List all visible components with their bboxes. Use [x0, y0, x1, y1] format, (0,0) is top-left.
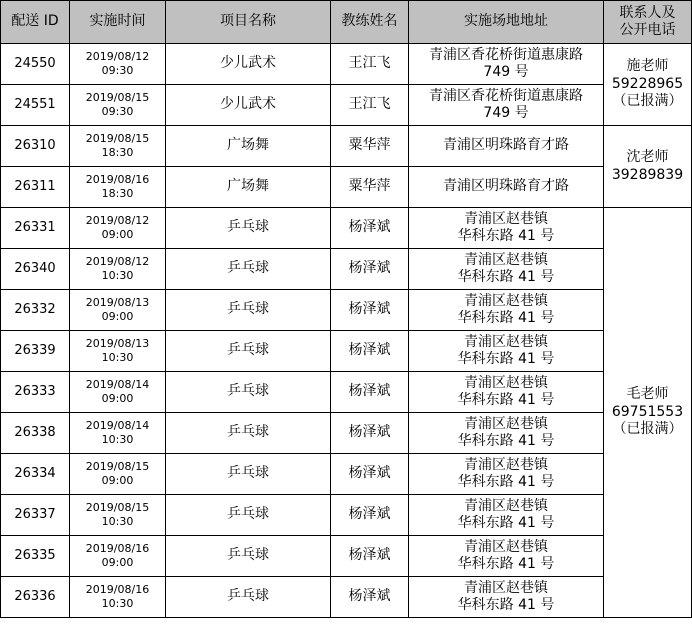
cell-address-line1: 青浦区赵巷镇 — [464, 210, 548, 227]
table-row — [1, 126, 692, 167]
table-row — [1, 495, 692, 536]
cell-project: 乒乓球 — [166, 577, 331, 618]
cell-project: 乒乓球 — [166, 454, 331, 495]
table-row — [1, 290, 692, 331]
cell-address-line1: 青浦区赵巷镇 — [464, 374, 548, 391]
cell-contact — [604, 126, 692, 208]
cell-address-line2: 华科东路 41 号 — [457, 597, 555, 613]
header-contact-line2: 公开电话 — [619, 22, 676, 38]
contact-note: （已报满） — [612, 93, 683, 110]
cell-address — [409, 536, 604, 577]
contact-phone: 59228965 — [611, 75, 684, 92]
cell-clock: 09:00 — [101, 310, 134, 323]
cell-date: 2019/08/15 — [85, 460, 150, 474]
cell-time — [70, 167, 166, 208]
cell-address — [409, 413, 604, 454]
cell-coach: 杨泽斌 — [331, 372, 409, 413]
cell-address — [409, 495, 604, 536]
cell-coach: 杨泽斌 — [331, 536, 409, 577]
cell-id: 26334 — [1, 454, 70, 495]
contact-name: 施老师 — [626, 58, 669, 75]
cell-time — [70, 126, 166, 167]
cell-date: 2019/08/12 — [85, 255, 150, 269]
cell-date: 2019/08/14 — [85, 378, 150, 392]
cell-clock: 09:30 — [101, 105, 134, 118]
cell-address-line1: 青浦区赵巷镇 — [464, 292, 548, 309]
cell-project: 少儿武术 — [166, 85, 331, 126]
cell-date: 2019/08/16 — [85, 583, 150, 597]
cell-address-line2: 华科东路 41 号 — [457, 351, 555, 367]
cell-address-line1: 青浦区香花桥街道惠康路 — [429, 46, 583, 63]
cell-address — [409, 331, 604, 372]
cell-clock: 09:00 — [101, 228, 134, 241]
cell-id: 26311 — [1, 167, 70, 208]
cell-time — [70, 290, 166, 331]
table-row — [1, 372, 692, 413]
cell-date: 2019/08/15 — [85, 132, 150, 146]
contact-note: （已报满） — [612, 421, 683, 438]
cell-address-line1: 青浦区赵巷镇 — [464, 415, 548, 432]
cell-project: 少儿武术 — [166, 44, 331, 85]
cell-coach: 杨泽斌 — [331, 290, 409, 331]
cell-coach: 杨泽斌 — [331, 577, 409, 618]
table-row — [1, 85, 692, 126]
cell-clock: 10:30 — [101, 269, 134, 282]
cell-project: 广场舞 — [166, 167, 331, 208]
header-coach: 教练姓名 — [331, 1, 409, 44]
cell-coach: 杨泽斌 — [331, 208, 409, 249]
cell-contact — [604, 44, 692, 126]
cell-id: 26340 — [1, 249, 70, 290]
contact-name: 沈老师 — [626, 149, 669, 165]
cell-id: 26333 — [1, 372, 70, 413]
cell-id: 26331 — [1, 208, 70, 249]
cell-id: 24551 — [1, 85, 70, 126]
cell-address-line1: 青浦区明珠路育才路 — [443, 178, 569, 195]
cell-address-line1: 青浦区赵巷镇 — [464, 497, 548, 514]
cell-project: 乒乓球 — [166, 208, 331, 249]
header-row — [1, 1, 692, 44]
cell-date: 2019/08/15 — [85, 501, 150, 515]
cell-address-line1: 青浦区赵巷镇 — [464, 579, 548, 596]
table-row — [1, 208, 692, 249]
cell-id: 26310 — [1, 126, 70, 167]
cell-address-line1: 青浦区赵巷镇 — [464, 456, 548, 473]
cell-address-line1: 青浦区明珠路育才路 — [443, 137, 569, 154]
cell-address-line2: 华科东路 41 号 — [457, 556, 555, 572]
table-row — [1, 249, 692, 290]
table-row — [1, 44, 692, 85]
cell-date: 2019/08/14 — [85, 419, 150, 433]
header-contact-line1: 联系人及 — [619, 4, 676, 21]
cell-date: 2019/08/12 — [85, 50, 150, 64]
cell-id: 26336 — [1, 577, 70, 618]
table-row — [1, 413, 692, 454]
cell-id: 26332 — [1, 290, 70, 331]
cell-address — [409, 249, 604, 290]
cell-clock: 10:30 — [101, 597, 134, 610]
cell-id: 26335 — [1, 536, 70, 577]
cell-address-line2: 华科东路 41 号 — [457, 392, 555, 408]
cell-date: 2019/08/15 — [85, 91, 150, 105]
cell-project: 乒乓球 — [166, 372, 331, 413]
cell-address-line1: 青浦区赵巷镇 — [464, 538, 548, 555]
cell-clock: 10:30 — [101, 515, 134, 528]
cell-address-line2: 749 号 — [483, 64, 529, 80]
cell-time — [70, 577, 166, 618]
cell-id: 26339 — [1, 331, 70, 372]
cell-project: 乒乓球 — [166, 495, 331, 536]
table-row — [1, 167, 692, 208]
cell-project: 乒乓球 — [166, 290, 331, 331]
cell-address-line1: 青浦区赵巷镇 — [464, 333, 548, 350]
cell-clock: 18:30 — [101, 146, 134, 159]
cell-address — [409, 290, 604, 331]
header-id: 配送 ID — [1, 1, 70, 44]
table-row — [1, 536, 692, 577]
cell-time — [70, 249, 166, 290]
cell-address — [409, 126, 604, 167]
cell-time — [70, 495, 166, 536]
cell-time — [70, 331, 166, 372]
cell-project: 乒乓球 — [166, 536, 331, 577]
cell-date: 2019/08/16 — [85, 173, 150, 187]
cell-address — [409, 167, 604, 208]
cell-project: 乒乓球 — [166, 413, 331, 454]
cell-address — [409, 208, 604, 249]
cell-address-line2: 华科东路 41 号 — [457, 310, 555, 326]
cell-id: 26337 — [1, 495, 70, 536]
cell-coach: 王江飞 — [331, 85, 409, 126]
cell-address-line1: 青浦区香花桥街道惠康路 — [429, 87, 583, 104]
table-row — [1, 331, 692, 372]
cell-coach: 王江飞 — [331, 44, 409, 85]
cell-time — [70, 85, 166, 126]
cell-contact — [604, 208, 692, 618]
cell-time — [70, 372, 166, 413]
cell-clock: 09:00 — [101, 556, 134, 569]
cell-address-line2: 华科东路 41 号 — [457, 433, 555, 449]
header-time: 实施时间 — [70, 1, 166, 44]
cell-time — [70, 208, 166, 249]
cell-clock: 09:30 — [101, 64, 134, 77]
cell-id: 26338 — [1, 413, 70, 454]
cell-coach: 杨泽斌 — [331, 495, 409, 536]
cell-address — [409, 454, 604, 495]
contact-phone: 69751553 — [611, 403, 684, 420]
table-row — [1, 577, 692, 618]
cell-clock: 18:30 — [101, 187, 134, 200]
cell-clock: 09:00 — [101, 474, 134, 487]
cell-time — [70, 44, 166, 85]
header-address: 实施场地地址 — [409, 1, 604, 44]
cell-address — [409, 372, 604, 413]
cell-coach: 杨泽斌 — [331, 249, 409, 290]
cell-coach: 粟华萍 — [331, 126, 409, 167]
header-project: 项目名称 — [166, 1, 331, 44]
cell-clock: 09:00 — [101, 392, 134, 405]
cell-project: 乒乓球 — [166, 331, 331, 372]
cell-address — [409, 85, 604, 126]
cell-coach: 杨泽斌 — [331, 454, 409, 495]
cell-address-line1: 青浦区赵巷镇 — [464, 251, 548, 268]
cell-time — [70, 454, 166, 495]
cell-project: 广场舞 — [166, 126, 331, 167]
cell-address — [409, 577, 604, 618]
cell-project: 乒乓球 — [166, 249, 331, 290]
cell-address-line2: 749 号 — [483, 105, 529, 121]
contact-name: 毛老师 — [626, 386, 669, 403]
cell-id: 24550 — [1, 44, 70, 85]
cell-address-line2: 华科东路 41 号 — [457, 515, 555, 531]
cell-coach: 杨泽斌 — [331, 331, 409, 372]
cell-date: 2019/08/16 — [85, 542, 150, 556]
header-contact — [604, 1, 692, 44]
cell-date: 2019/08/13 — [85, 337, 150, 351]
cell-coach: 粟华萍 — [331, 167, 409, 208]
cell-clock: 10:30 — [101, 351, 134, 364]
cell-date: 2019/08/12 — [85, 214, 150, 228]
cell-time — [70, 536, 166, 577]
cell-time — [70, 413, 166, 454]
cell-address — [409, 44, 604, 85]
cell-address-line2: 华科东路 41 号 — [457, 269, 555, 285]
cell-clock: 10:30 — [101, 433, 134, 446]
table-row — [1, 454, 692, 495]
contact-phone: 39289839 — [611, 166, 684, 183]
cell-coach: 杨泽斌 — [331, 413, 409, 454]
cell-address-line2: 华科东路 41 号 — [457, 228, 555, 244]
cell-address-line2: 华科东路 41 号 — [457, 474, 555, 490]
cell-date: 2019/08/13 — [85, 296, 150, 310]
